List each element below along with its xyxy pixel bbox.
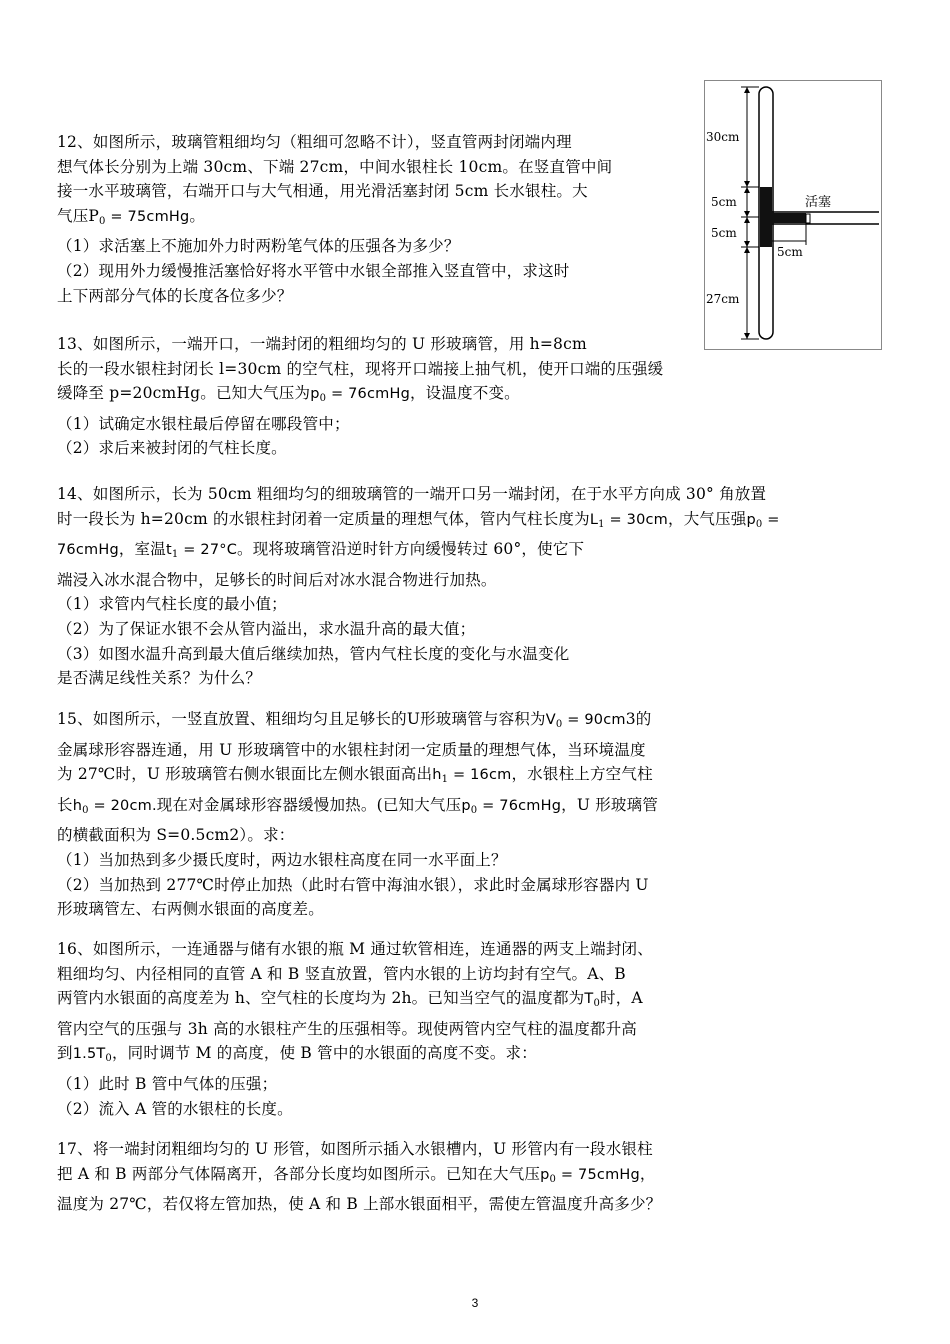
label-27cm: 27cm xyxy=(706,292,740,306)
q16-line-5 xyxy=(57,1041,653,1072)
q16-line-3 xyxy=(57,986,653,1017)
q14-subquestion-3a: （3）如图水温升高到最大值后继续加热，管内气柱长度的变化与水温变化 xyxy=(57,644,570,663)
q15-l1-value: = 90cm xyxy=(562,712,626,728)
q12-l4-text: 气压P xyxy=(57,206,100,225)
q12-l4-subscript: 0 xyxy=(99,215,106,227)
q16-l5-end: ，同时调节 M 的高度，使 B 管中的水银面的高度不变。求： xyxy=(111,1044,537,1063)
q12-l4-end: 。 xyxy=(189,206,206,225)
q13-l3-value: = 76cmHg xyxy=(326,386,410,403)
label-5cm-lower: 5cm xyxy=(711,226,737,240)
q13-line-2: 长的一段水银柱封闭长 l=30cm 的空气柱，现将开口端接上抽气机，使开口端的压强缓 xyxy=(57,359,664,378)
q16-subquestion-2: （2）流入 A 管的水银柱的长度。 xyxy=(57,1099,293,1118)
q17-l2-text: 把 A 和 B 两部分气体隔离开，各部分长度均如图所示。已知在大气压 xyxy=(57,1164,541,1183)
q14-line-1: 14、如图所示，长为 50cm 粗细均匀的细玻璃管的一端开口另一端封闭，在于水平方向成 30° 角放置 xyxy=(57,485,767,503)
q13-subquestion-2: （2）求后来被封闭的气柱长度。 xyxy=(57,439,287,458)
q15-l4-value2: = 76cmHg xyxy=(477,797,562,814)
q15-l3-subscript: 1 xyxy=(441,774,449,786)
q17-line-3: 温度为 27℃，若仅将左管加热，使 A 和 B 上部水银面相平，需使左管温度升高多少？ xyxy=(57,1195,662,1214)
q15-subquestion-1: （1）当加热到多少摄氏度时，两边水银柱高度在同一水平面上？ xyxy=(57,850,507,869)
q15-l1-text: 15、如图所示，一竖直放置、粗细均匀且足够长的U形玻璃管与容积为 xyxy=(57,710,546,728)
q15-l4-end: ，U 形玻璃管 xyxy=(561,795,659,814)
q15-l3-text: 为 27℃时，U 形玻璃管右侧水银面比左侧水银面高出 xyxy=(57,765,433,784)
q16-line-2: 粗细均匀、内径相同的直管 A 和 B 竖直放置，管内水银的上访均封有空气。A、B xyxy=(57,964,626,983)
q14-l2-subscript2: 0 xyxy=(755,518,763,530)
q16-line-1: 16、如图所示，一连通器与储有水银的瓶 M 通过软管相连，连通器的两支上端封闭、 xyxy=(57,940,653,958)
q13-l3-subscript: 0 xyxy=(319,393,327,405)
question-17 xyxy=(57,1137,661,1217)
q14-l2-text2: ，大气压强 xyxy=(668,509,747,528)
q14-l2-symbol2: p xyxy=(746,511,756,528)
q15-l3-symbol: h xyxy=(432,767,442,784)
label-30cm: 30cm xyxy=(706,130,740,144)
q14-l2-equals: = xyxy=(762,511,780,528)
q14-l3-end: 。现将玻璃管沿逆时针方向缓慢转过 60°，使它下 xyxy=(237,540,585,559)
q15-l3-end: ，水银柱上方空气柱 xyxy=(511,765,653,784)
q15-line-5: 的横截面积为 S=0.5cm2）。求： xyxy=(57,826,295,845)
q15-l4-value: = 20cm. xyxy=(88,797,157,814)
horizontal-mercury xyxy=(772,213,806,223)
q15-subquestion-2a: （2）当加热到 277℃时停止加热（此时右管中海油水银），求此时金属球形容器内 U xyxy=(57,875,649,894)
q15-l1-end: 3的 xyxy=(625,710,652,728)
q13-subquestion-1: （1）试确定水银柱最后停留在哪段管中； xyxy=(57,414,350,433)
q15-line-4 xyxy=(57,793,658,824)
q14-subquestion-3b: 是否满足线性关系？为什么？ xyxy=(57,669,262,688)
q13-line-1: 13、如图所示，一端开口，一端封闭的粗细均匀的 U 形玻璃管，用 h=8cm xyxy=(57,335,587,353)
q14-l2-symbol: L xyxy=(589,511,599,528)
q14-l2-subscript: 1 xyxy=(598,518,605,530)
q13-line-3 xyxy=(57,381,663,412)
q15-line-1 xyxy=(57,707,658,738)
q14-l3-subscript: 1 xyxy=(171,549,179,561)
q14-l3-value: 76cmHg xyxy=(57,542,119,559)
q13-l3-end: ，设温度不变。 xyxy=(409,384,520,403)
piston xyxy=(806,214,810,223)
q12-subquestion-2a: （2）现用外力缓慢推活塞恰好将水平管中水银全部推入竖直管中，求这时 xyxy=(57,261,570,280)
q15-l4-symbol2: p xyxy=(461,797,471,814)
label-piston: 活塞 xyxy=(805,195,832,210)
q12-line-2: 想气体长分别为上端 30cm、下端 27cm，中间水银柱长 10cm。在竖直管中间 xyxy=(57,157,613,176)
q16-l3-end: 时，A xyxy=(600,989,643,1008)
q12-subquestion-1: （1）求活塞上不施加外力时两粉笔气体的压强各为多少？ xyxy=(57,237,460,256)
q15-l4-subscript: 0 xyxy=(82,804,89,816)
question-13 xyxy=(57,332,663,461)
question-15 xyxy=(57,707,658,922)
q16-l3-text: 两管内水银面的高度差为 h、空气柱的长度均为 2h。已知当空气的温度都为 xyxy=(57,989,585,1008)
q14-l3-text: ，室温 xyxy=(118,540,166,559)
q15-l1-subscript: 0 xyxy=(555,719,563,730)
q15-line-3 xyxy=(57,762,658,793)
q14-line-3 xyxy=(57,537,780,568)
q13-l3-text: 缓降至 p=20cmHg。已知大气压为 xyxy=(57,384,311,403)
tube-diagram xyxy=(705,81,881,349)
q15-l4-symbol: h xyxy=(72,797,83,814)
q13-l3-symbol: p xyxy=(310,386,320,403)
label-5cm-horizontal: 5cm xyxy=(777,245,803,259)
q17-l2-subscript: 0 xyxy=(549,1173,557,1185)
q14-line-4: 端浸入冰水混合物中，足够长的时间后对冰水混合物进行加热。 xyxy=(57,570,497,589)
q12-l4-value: = 75cmHg xyxy=(105,208,190,225)
q12-line-4 xyxy=(57,204,612,235)
q12-tube-figure xyxy=(704,80,882,350)
q16-l5-symbol: 1.5T xyxy=(72,1046,106,1063)
q16-l5-subscript: 0 xyxy=(105,1053,112,1065)
q16-subquestion-1: （1）此时 B 管中气体的压强； xyxy=(57,1074,278,1093)
q16-l5-text: 到 xyxy=(57,1044,73,1063)
q14-l2-value: = 30cm xyxy=(604,511,668,528)
q15-l3-value: = 16cm xyxy=(448,767,512,784)
q17-line-1: 17、将一端封闭粗细均匀的 U 形管，如图所示插入水银槽内，U 形管内有一段水银柱 xyxy=(57,1140,653,1158)
q17-l2-value: = 75cmHg xyxy=(556,1166,640,1183)
question-14 xyxy=(57,482,780,691)
q16-l3-symbol: T xyxy=(584,991,594,1008)
label-5cm-upper: 5cm xyxy=(711,195,737,209)
q15-l1-symbol: V xyxy=(545,712,556,728)
q15-l4-subscript2: 0 xyxy=(470,804,478,816)
question-12 xyxy=(57,130,612,308)
q14-subquestion-1: （1）求管内气柱长度的最小值； xyxy=(57,595,287,614)
q15-line-2: 金属球形容器连通，用 U 形玻璃管中的水银柱封闭一定质量的理想气体，当环境温度 xyxy=(57,740,646,759)
q14-l3-symbol: t xyxy=(165,542,172,559)
q12-line-3: 接一水平玻璃管，右端开口与大气相通，用光滑活塞封闭 5cm 长水银柱。大 xyxy=(57,182,588,201)
q12-subquestion-2b: 上下两部分气体的长度各位多少？ xyxy=(57,286,293,305)
q14-l3-temp: = 27°C xyxy=(178,542,238,559)
q17-l2-end: ， xyxy=(639,1164,656,1183)
q17-l2-symbol: p xyxy=(540,1166,550,1183)
q15-subquestion-2b: 形玻璃管左、右两侧水银面的高度差。 xyxy=(57,900,324,919)
mercury-column xyxy=(760,187,772,247)
q14-line-2 xyxy=(57,507,780,538)
page-number: 3 xyxy=(471,1296,479,1310)
q17-line-2 xyxy=(57,1162,661,1193)
q15-l4-text: 长 xyxy=(57,795,73,814)
question-16 xyxy=(57,937,653,1121)
q14-subquestion-2: （2）为了保证水银不会从管内溢出，求水温升高的最大值； xyxy=(57,619,476,638)
q15-l4-text2: 现在对金属球形容器缓慢加热。(已知大气压 xyxy=(156,795,462,814)
q14-l2-text: 时一段长为 h=20cm 的水银柱封闭着一定质量的理想气体，管内气柱长度为 xyxy=(57,509,590,528)
q12-line-1: 12、如图所示，玻璃管粗细均匀（粗细可忽略不计），竖直管两封闭端内理 xyxy=(57,133,572,151)
q16-l3-subscript: 0 xyxy=(593,998,601,1010)
q16-line-4: 管内空气的压强与 3h 高的水银柱产生的压强相等。现使两管内空气柱的温度都升高 xyxy=(57,1019,638,1038)
